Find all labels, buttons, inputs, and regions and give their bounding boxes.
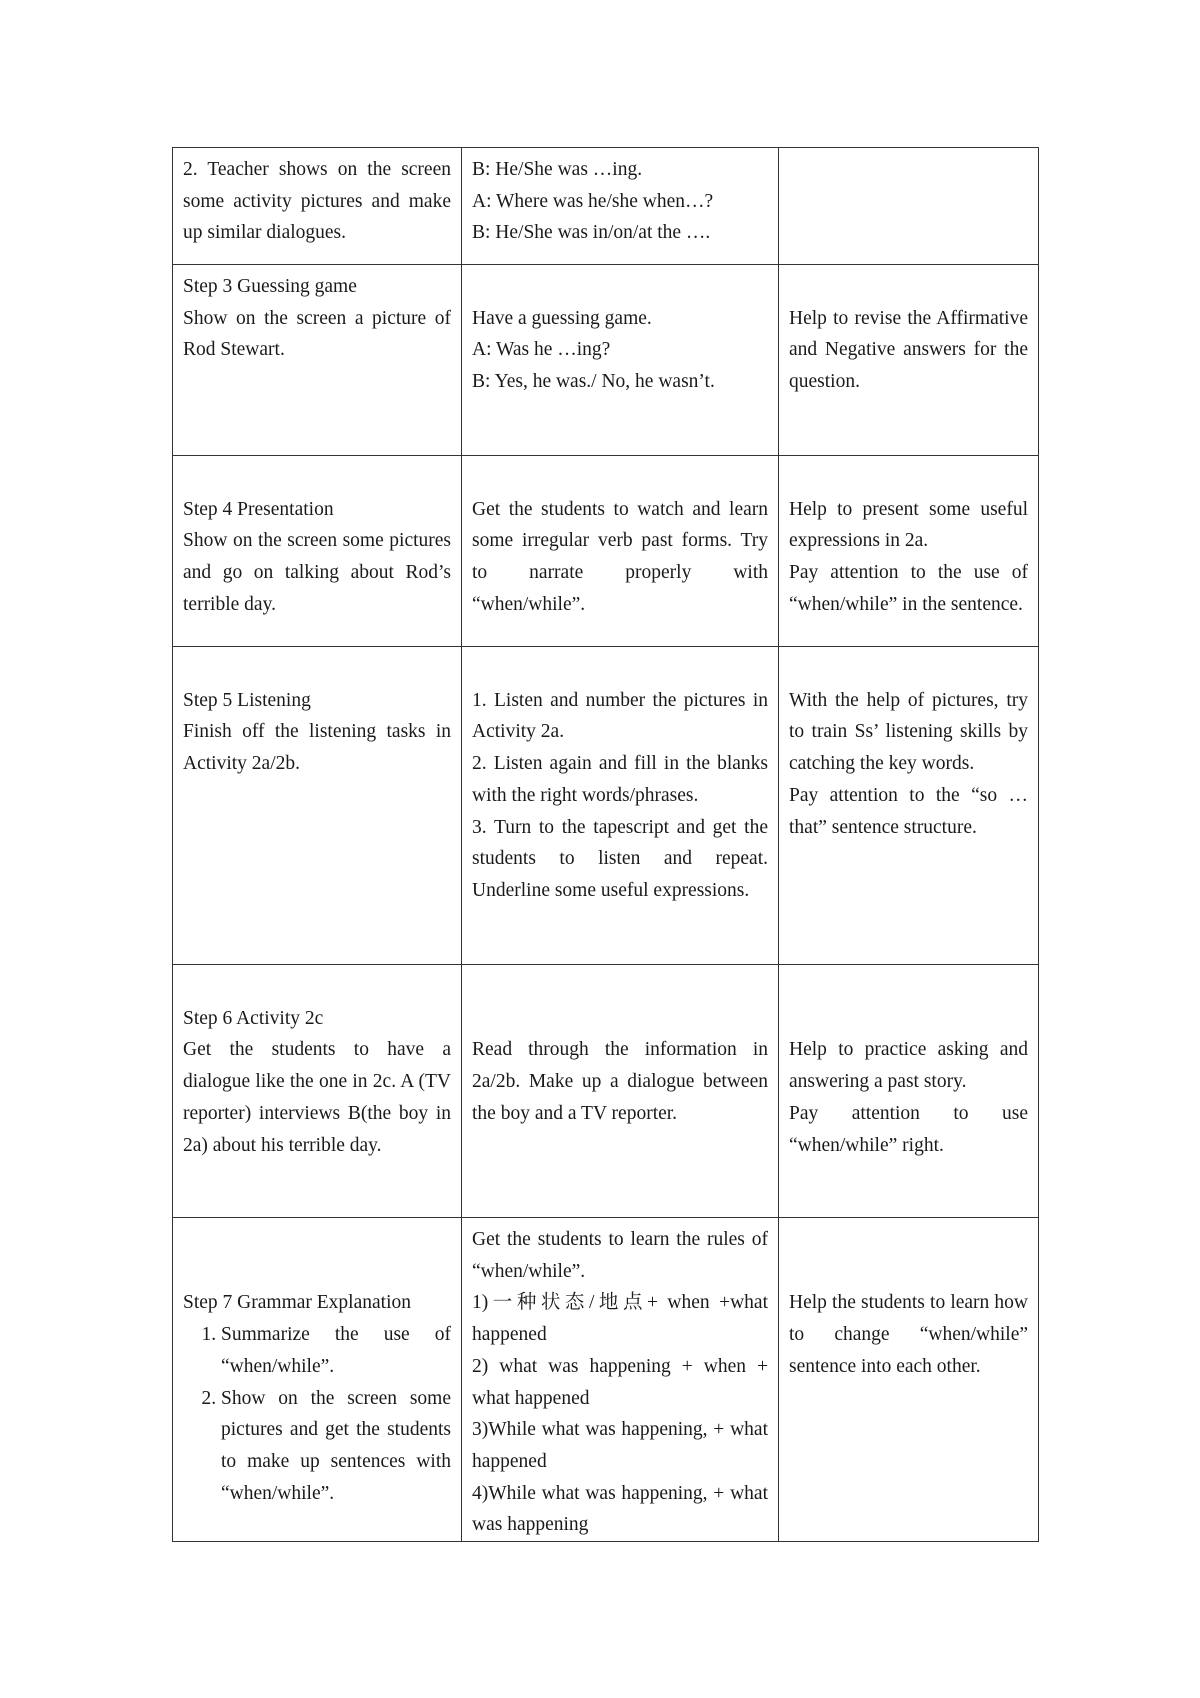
step-heading: Step 3 Guessing game <box>183 276 357 297</box>
cell-text: Read through the information in 2a/2b. Make up a dialogue between the boy and a TV reporter. <box>472 1039 768 1124</box>
student-activity-cell <box>462 456 779 647</box>
cell-text: Get the students to have a dialogue like the one in 2c. A (TV reporter) interviews B(the boy in 2a) about his terrible day. <box>183 1039 451 1156</box>
purpose-cell <box>779 456 1039 647</box>
step-heading: Step 4 Presentation <box>183 498 334 520</box>
cell-text: Pay attention to use “when/while” right. <box>789 1102 1028 1156</box>
cell-text: B: Yes, he was./ No, he wasn’t. <box>472 371 715 393</box>
cell-text: Help to present some useful expressions in 2a. <box>789 498 1028 552</box>
student-activity-cell <box>462 1218 779 1542</box>
purpose-cell <box>779 647 1039 965</box>
cell-text: Show on the screen some pictures and go on talking about Rod’s terrible day. <box>183 530 451 615</box>
lesson-plan-table <box>172 147 1039 1542</box>
cell-text: A: Was he …ing? <box>472 339 611 361</box>
table-row <box>173 265 1039 456</box>
teacher-activity-cell <box>173 456 462 647</box>
purpose-cell <box>779 265 1039 456</box>
table-row <box>173 148 1039 265</box>
cell-text: 2. Teacher shows on the screen some activity pictures and make up similar dialogues. <box>183 159 451 244</box>
student-activity-cell <box>462 265 779 456</box>
cell-text: 2) what was happening + when + what happened <box>472 1355 768 1409</box>
cell-text: B: He/She was in/on/at the …. <box>472 222 711 244</box>
student-activity-cell <box>462 965 779 1218</box>
teacher-activity-cell <box>173 647 462 965</box>
cell-text: 2. Listen again and fill in the blanks with the right words/phrases. <box>472 753 768 806</box>
cell-text: 3)While what was happening, + what happened <box>472 1419 768 1472</box>
cell-text: Finish off the listening tasks in Activity 2a/2b. <box>183 721 451 775</box>
cell-text: Get the students to watch and learn some irregular verb past forms. Try to narrate properly with “when/while”. <box>472 498 768 615</box>
cell-text: Pay attention to the “so … that” sentence structure. <box>789 784 1028 838</box>
cell-text: 1)一种状态/地点+ when +what happened <box>472 1292 768 1346</box>
cell-text: B: He/She was …ing. <box>472 159 643 180</box>
cell-text: 4)While what was happening, + what was happening <box>472 1482 768 1536</box>
cell-text: Help to practice asking and answering a past story. <box>789 1039 1028 1093</box>
list-item: 2. Show on the screen some pictures and get the students to make up sentences with “when/while”. <box>221 1383 451 1510</box>
purpose-cell <box>779 1218 1039 1542</box>
table-row <box>173 965 1039 1218</box>
step-heading: Step 7 Grammar Explanation <box>183 1292 411 1314</box>
table-row <box>173 456 1039 647</box>
teacher-activity-cell <box>173 148 462 265</box>
step-heading: Step 5 Listening <box>183 689 311 711</box>
cell-text: Have a guessing game. <box>472 307 652 329</box>
purpose-cell <box>779 148 1039 265</box>
cell-text: Pay attention to the use of “when/while” in the sentence. <box>789 562 1028 615</box>
purpose-cell <box>779 965 1039 1218</box>
cell-text: Get the students to learn the rules of “when/while”. <box>472 1229 768 1282</box>
teacher-activity-cell <box>173 265 462 456</box>
cell-text: 1. Listen and number the pictures in Activity 2a. <box>472 689 768 743</box>
cell-text: 3. Turn to the tapescript and get the students to listen and repeat. Underline some useful expressions. <box>472 816 768 901</box>
list-item: 1. Summarize the use of “when/while”. <box>221 1319 451 1382</box>
step-sublist <box>183 1319 451 1509</box>
table-row <box>173 647 1039 965</box>
teacher-activity-cell <box>173 1218 462 1542</box>
student-activity-cell <box>462 647 779 965</box>
cell-text: Show on the screen a picture of Rod Stewart. <box>183 307 451 361</box>
cell-text: A: Where was he/she when…? <box>472 190 714 212</box>
step-heading: Step 6 Activity 2c <box>183 1007 324 1029</box>
cell-text: With the help of pictures, try to train Ss’ listening skills by catching the key words. <box>789 689 1028 775</box>
student-activity-cell <box>462 148 779 265</box>
cell-text: Help the students to learn how to change “when/while” sentence into each other. <box>789 1292 1028 1377</box>
table-row <box>173 1218 1039 1542</box>
cell-text: Help to revise the Affirmative and Negative answers for the question. <box>789 307 1028 393</box>
teacher-activity-cell <box>173 965 462 1218</box>
